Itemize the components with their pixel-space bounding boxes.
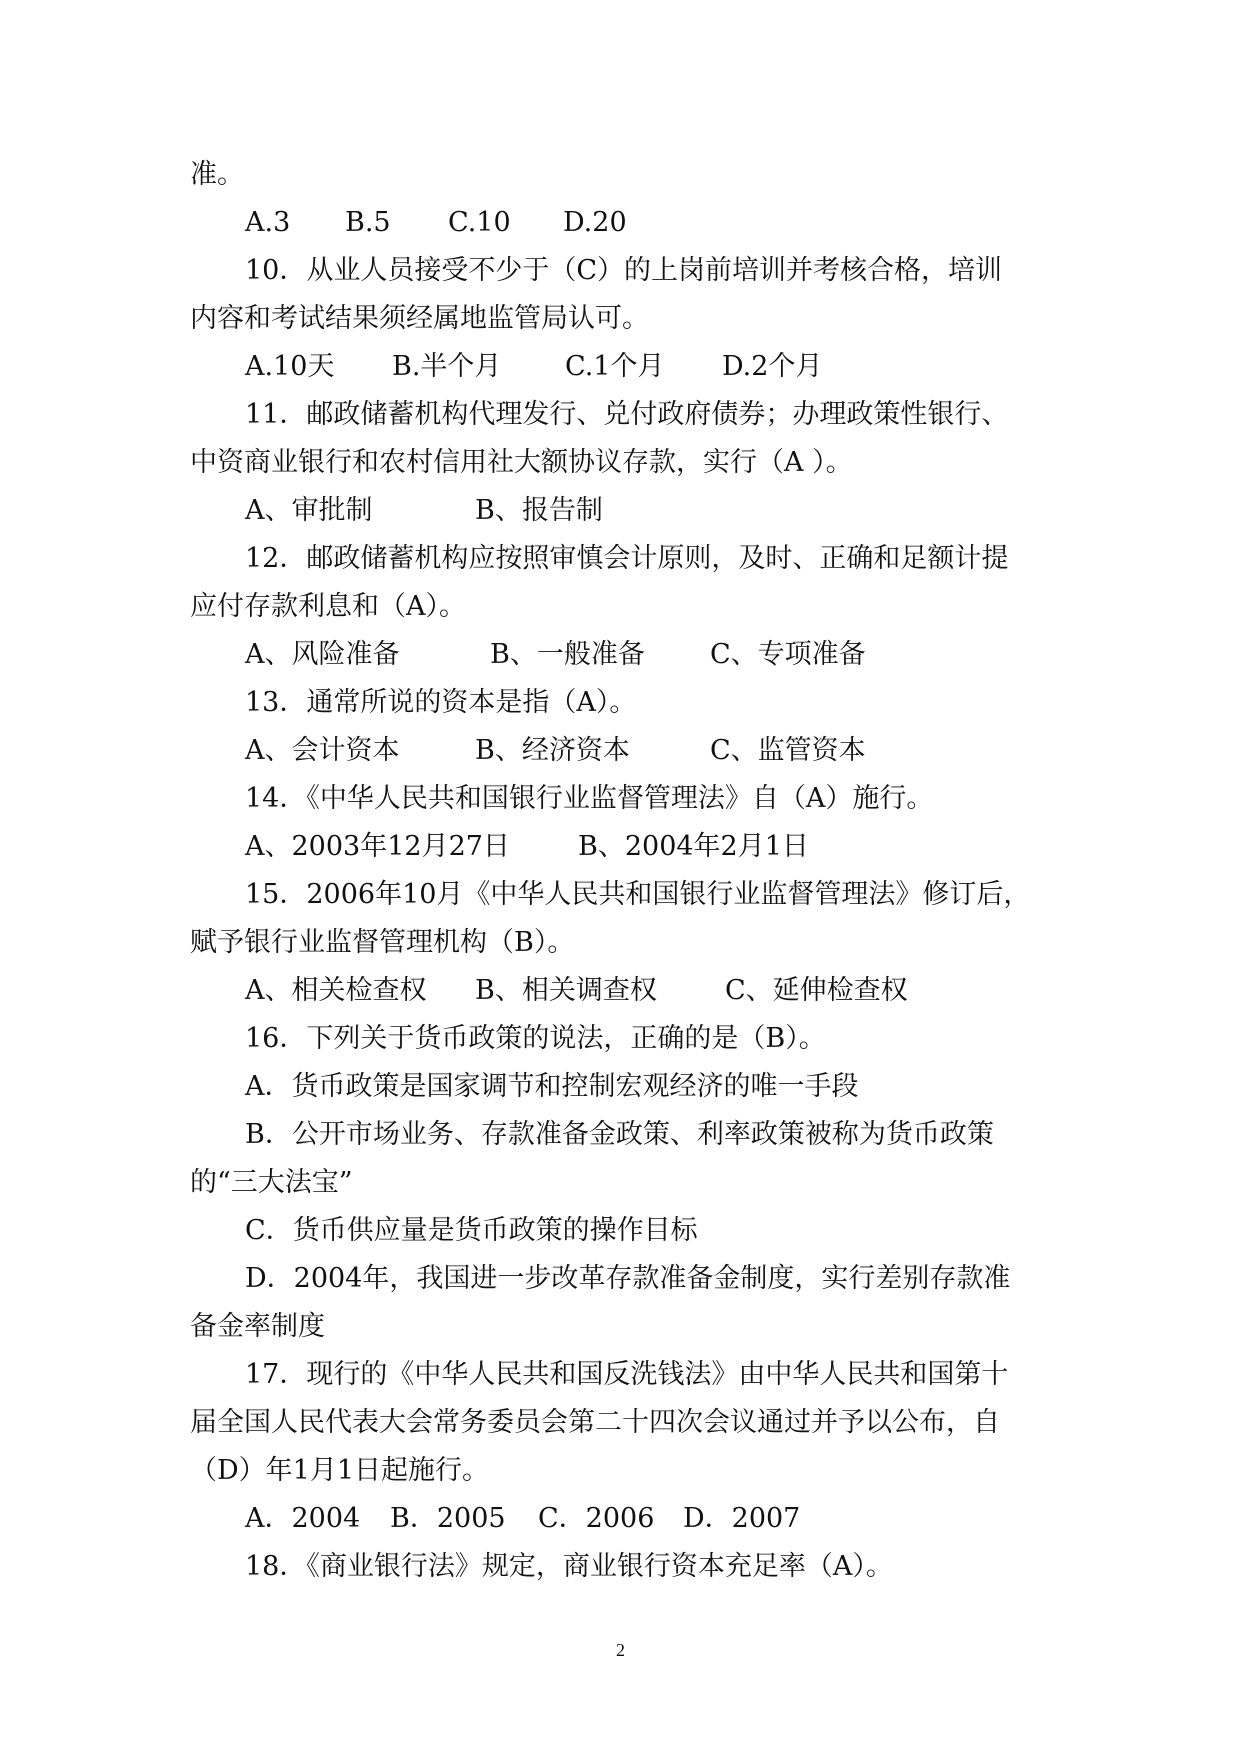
option-c: C、专项准备 [710,639,866,670]
question-14: 14．《中华人民共和国银行业监督管理法》自（A）施行。 [245,783,934,814]
question-16: 16．下列关于货币政策的说法，正确的是（B）。 [245,1023,826,1054]
option-b: B．公开市场业务、存款准备金政策、利率政策被称为货币政策 [245,1119,994,1150]
option-a: A、2003年12月27日 [245,831,510,862]
option-c: C.1个月 [565,351,665,382]
option-c: C．货币供应量是货币政策的操作目标 [245,1215,698,1246]
option-b: B、经济资本 [475,735,630,766]
option-b: B、一般准备 [490,639,645,670]
option-a: A、会计资本 [245,735,400,766]
question-15: 15．2006年10月《中华人民共和国银行业监督管理法》修订后， [245,879,1031,910]
text-line: 准。 [190,159,244,190]
option-d: D.2个月 [722,351,823,382]
text-line: 应付存款利息和（A）。 [190,591,466,622]
option-a: A．2004 [245,1503,361,1534]
option-a: A．货币政策是国家调节和控制宏观经济的唯一手段 [245,1071,859,1102]
page-number: 2 [616,1640,625,1660]
text-line: 的“三大法宝” [190,1167,353,1198]
option-a: A、风险准备 [245,639,400,670]
text-line: 赋予银行业监督管理机构（B）。 [190,927,575,958]
question-10: 10．从业人员接受不少于（C）的上岗前培训并考核合格，培训 [245,255,1003,286]
text-line: 内容和考试结果须经属地监管局认可。 [190,303,649,334]
question-18: 18．《商业银行法》规定，商业银行资本充足率（A）。 [245,1551,893,1582]
text-line: 届全国人民代表大会常务委员会第二十四次会议通过并予以公布，自 [190,1407,1000,1438]
option-c: C、延伸检查权 [725,975,908,1006]
option-a: A、审批制 [245,495,373,526]
option-a: A、相关检查权 [245,975,427,1006]
question-12: 12．邮政储蓄机构应按照审慎会计原则，及时、正确和足额计提 [245,543,1009,574]
option-a: A.3 [245,207,291,238]
option-b: B．2005 [390,1503,506,1534]
question-11: 11．邮政储蓄机构代理发行、兑付政府债券；办理政策性银行、 [245,399,1009,430]
option-d: D．2007 [683,1503,801,1534]
option-b: B.半个月 [392,351,502,382]
option-d: D.20 [563,207,627,238]
option-b: B、报告制 [475,495,603,526]
text-line: 中资商业银行和农村信用社大额协议存款，实行（A ）。 [190,447,853,478]
question-13: 13．通常所说的资本是指（A）。 [245,687,637,718]
text-line: （D）年1月1日起施行。 [190,1455,490,1486]
option-b: B、相关调查权 [475,975,657,1006]
option-c: C.10 [448,207,511,238]
option-b: B.5 [345,207,391,238]
text-line: 备金率制度 [190,1311,325,1342]
option-d: D．2004年，我国进一步改革存款准备金制度，实行差别存款准 [245,1263,1011,1294]
option-b: B、2004年2月1日 [578,831,809,862]
question-17: 17．现行的《中华人民共和国反洗钱法》由中华人民共和国第十 [245,1359,1009,1390]
option-a: A.10天 [245,351,335,382]
option-c: C．2006 [538,1503,655,1534]
option-c: C、监管资本 [710,735,866,766]
